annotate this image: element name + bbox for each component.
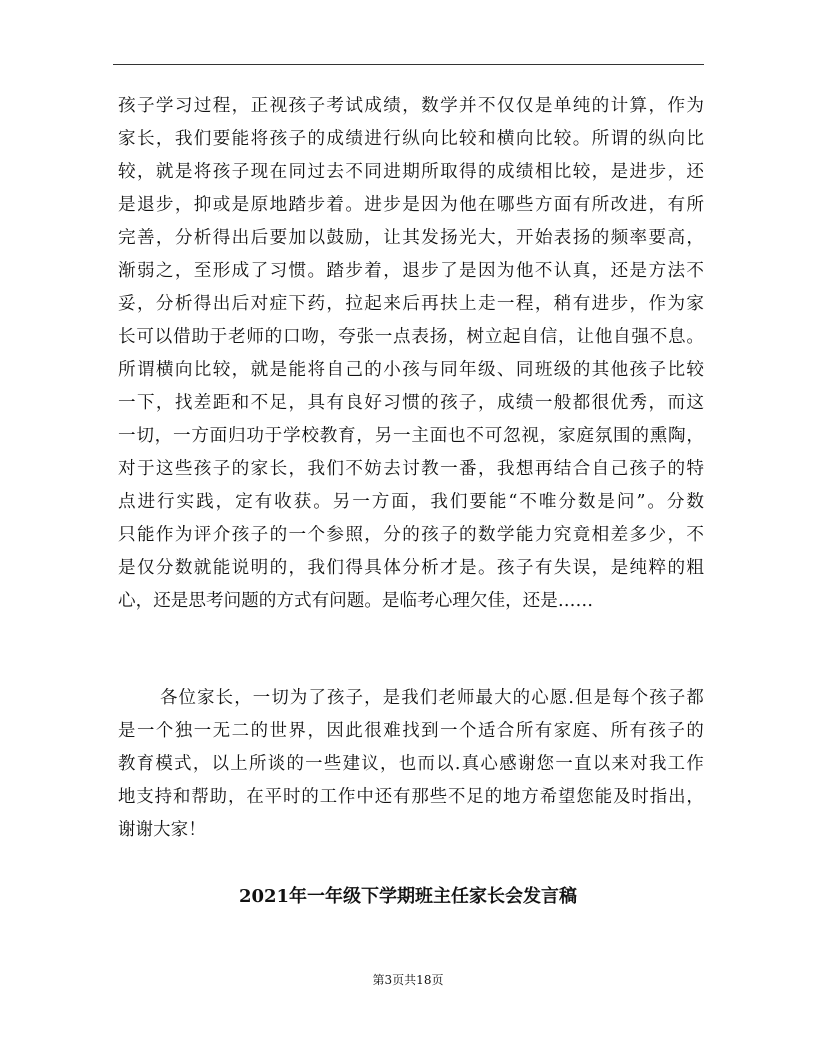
body-paragraph-2 [118,682,704,847]
text-line: 是一个独一无二的世界，因此很难找到一个适合所有家庭、所有孩子的 [118,721,704,741]
text-line: 教育模式，以上所谈的一些建议，也而以.真心感谢您一直以来对我工作 [118,754,704,774]
text-line: 所谓横向比较，就是能将自己的小孩与同年级、同班级的其他孩子比较 [118,360,704,380]
text-line: 妥，分析得出后对症下药，拉起来后再扶上走一程，稍有进步，作为家 [118,294,704,314]
text-line: 地支持和帮助，在平时的工作中还有那些不足的地方希望您能及时指出， [118,787,704,807]
text-line: 长可以借助于老师的口吻，夸张一点表扬，树立起自信，让他自强不息。 [118,327,704,347]
text-line: 只能作为评介孩子的一个参照，分的孩子的数学能力究竟相差多少，不 [118,525,704,545]
text-line: 各位家长，一切为了孩子，是我们老师最大的心愿.但是每个孩子都 [160,688,704,708]
text-line: 完善，分析得出后要加以鼓励，让其发扬光大，开始表扬的频率要高， [118,228,704,248]
text-line: 孩子学习过程，正视孩子考试成绩，数学并不仅仅是单纯的计算，作为 [118,96,704,116]
text-line: 家长，我们要能将孩子的成绩进行纵向比较和横向比较。所谓的纵向比 [118,129,704,149]
text-line: 是退步，抑或是原地踏步着。进步是因为他在哪些方面有所改进，有所 [118,195,704,215]
text-line: 较，就是将孩子现在同过去不同进期所取得的成绩相比较，是进步，还 [118,162,704,182]
text-line: 一下，找差距和不足，具有良好习惯的孩子，成绩一般都很优秀，而这 [118,393,704,413]
body-paragraph-1 [118,90,704,618]
text-line: 一切，一方面归功于学校教育，另一主面也不可忽视，家庭氛围的熏陶， [118,426,704,446]
header-rule [113,64,704,65]
text-line: 是仅分数就能说明的，我们得具体分析才是。孩子有失误，是纯粹的粗 [118,558,704,578]
section-title: 2021年一年级下学期班主任家长会发言稿 [238,886,578,907]
text-line: 谢谢大家！ [118,820,206,840]
page-indicator: 第3页共18页 [372,973,444,987]
text-line: 渐弱之，至形成了习惯。踏步着，退步了是因为他不认真，还是方法不 [118,261,704,281]
text-line: 心，还是思考问题的方式有问题。是临考心理欠佳，还是…… [118,591,594,611]
text-line: 对于这些孩子的家长，我们不妨去讨教一番，我想再结合自己孩子的特 [118,459,704,479]
text-line: 点进行实践，定有收获。另一方面，我们要能“不唯分数是问”。分数 [118,492,704,512]
